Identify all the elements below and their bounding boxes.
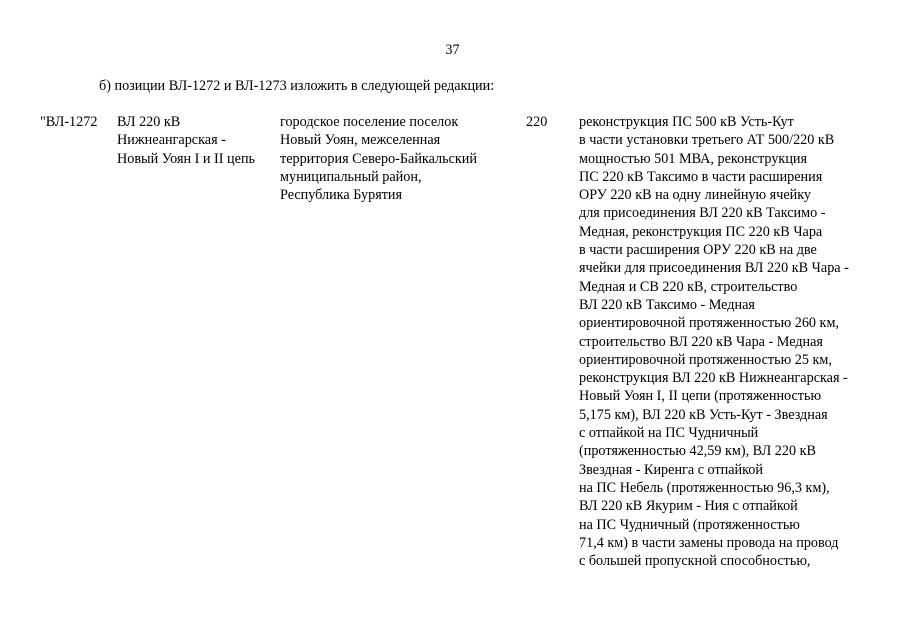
location-text: Республика Бурятия — [280, 187, 403, 204]
measures-text: ОРУ 220 кВ на одну линейную ячейку — [579, 187, 812, 204]
measures-text: мощностью 501 МВА, реконструкция — [579, 150, 808, 167]
line-name-text: Нижнеангарская - — [117, 132, 226, 149]
measures-text: в части расширения ОРУ 220 кВ на две — [579, 242, 817, 259]
line-name-text: Новый Уоян I и II цепь — [117, 150, 256, 167]
measures-text: для присоединения ВЛ 220 кВ Таксимо - — [579, 205, 826, 222]
measures-text: Медная, реконструкция ПС 220 кВ Чара — [579, 223, 823, 240]
measures-text: реконструкция ПС 500 кВ Усть-Кут — [579, 114, 794, 130]
measures-text: 5,175 км), ВЛ 220 кВ Усть-Кут - Звездная — [579, 406, 828, 423]
measures-text: Звездная - Киренга с отпайкой — [579, 461, 763, 478]
voltage-cell: 220 — [526, 114, 548, 130]
measures-text: ориентировочной протяженностью 25 км, — [579, 351, 832, 368]
location-cell — [280, 113, 477, 204]
intro-paragraph: б) позиции ВЛ-1272 и ВЛ-1273 изложить в следующей редакции: — [99, 78, 495, 94]
measures-text: ПС 220 кВ Таксимо в части расширения — [579, 168, 823, 185]
measures-text: с большей пропускной способностью, — [579, 553, 811, 570]
measures-text: в части установки третьего АТ 500/220 кВ — [579, 132, 835, 149]
measures-text: реконструкция ВЛ 220 кВ Нижнеангарская - — [579, 370, 848, 387]
measures-text: Медная и СВ 220 кВ, строительство — [579, 278, 798, 295]
measures-text: Новый Уоян I, II цепи (протяженностью — [579, 388, 822, 405]
measures-text: 71,4 км) в части замены провода на провод — [579, 534, 839, 551]
measures-text: на ПС Небель (протяженностью 96,3 км), — [579, 479, 830, 496]
location-text: территория Северо-Байкальский — [280, 150, 477, 167]
location-text: муниципальный район, — [280, 168, 422, 185]
location-text: городское поселение поселок — [280, 114, 459, 130]
measures-cell — [579, 113, 849, 570]
measures-text: ориентировочной протяженностью 260 км, — [579, 315, 839, 332]
row-code: "ВЛ-1272 — [40, 114, 98, 130]
measures-text: на ПС Чудничный (протяженностью — [579, 516, 800, 533]
measures-text: с отпайкой на ПС Чудничный — [579, 425, 759, 442]
measures-text: ВЛ 220 кВ Таксимо - Медная — [579, 296, 755, 313]
line-name-cell — [117, 113, 255, 168]
line-name-text: ВЛ 220 кВ — [117, 114, 181, 130]
page-number: 37 — [445, 42, 460, 58]
measures-text: ячейки для присоединения ВЛ 220 кВ Чара - — [579, 260, 849, 277]
measures-text: строительство ВЛ 220 кВ Чара - Медная — [579, 333, 823, 350]
measures-text: ВЛ 220 кВ Якурим - Ния с отпайкой — [579, 498, 798, 515]
measures-text: (протяженностью 42,59 км), ВЛ 220 кВ — [579, 443, 816, 460]
location-text: Новый Уоян, межселенная — [280, 132, 441, 149]
